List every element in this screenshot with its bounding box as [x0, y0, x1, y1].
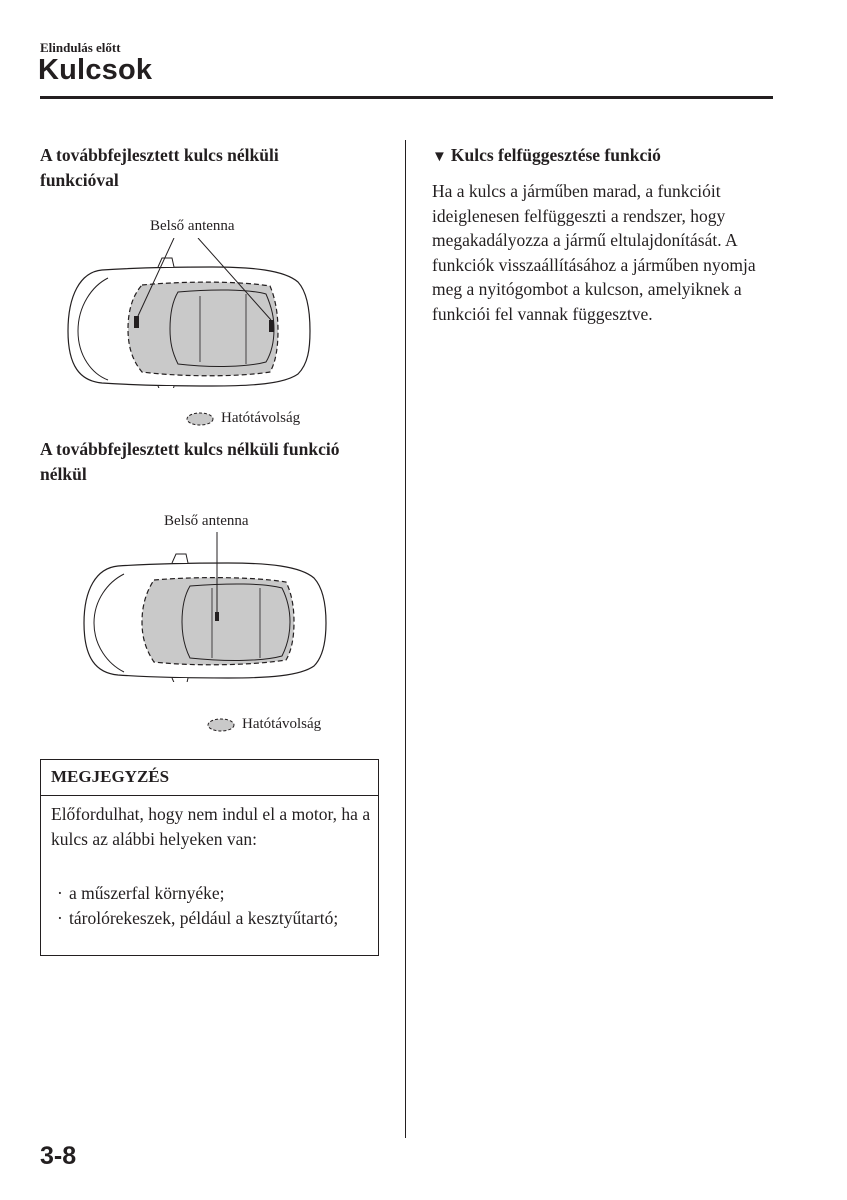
bullet: ·: [57, 908, 63, 928]
list-item: [57, 906, 367, 931]
car-diagram-without-keyless: [78, 532, 328, 682]
car-diagram-with-keyless: [62, 238, 312, 388]
list-item-text: a műszerfal környéke;: [69, 883, 225, 903]
triangle-marker-icon: ▼: [432, 149, 447, 165]
note-title: MEGJEGYZÉS: [41, 760, 378, 796]
range-legend-swatch-icon: [206, 717, 236, 733]
note-box: [40, 759, 379, 956]
page-title: Kulcsok: [38, 54, 153, 86]
range-legend-swatch-icon: [185, 411, 215, 427]
title-rule: [40, 96, 773, 99]
list-item-text: tárolórekeszek, például a kesztyűtartó;: [69, 908, 339, 928]
bullet: ·: [57, 883, 63, 903]
column-divider: [405, 140, 406, 1138]
range-legend-label: Hatótávolság: [242, 716, 322, 732]
heading-key-suspend: [432, 143, 661, 170]
range-legend-2: [206, 716, 321, 733]
list-item: [57, 881, 367, 906]
key-suspend-paragraph: Ha a kulcs a járműben marad, a funkcióit ideiglenesen felfüggeszti a rendszer, hogy megakadályozza a jármű eltulajdonítását. A funkciók visszaállításához a járműben nyomja meg a nyitógombot a kulcson, amelyiknek a funkciói fel vannak függesztve.: [432, 181, 756, 324]
range-legend-1: [185, 410, 300, 427]
antenna-label-1: Belső antenna: [150, 218, 235, 234]
note-text: Előfordulhat, hogy nem indul el a motor, ha a kulcs az alábbi helyeken van:: [51, 804, 371, 849]
note-list: [57, 881, 367, 931]
section-label: Elindulás előtt: [40, 40, 121, 55]
heading-with-keyless: A továbbfejlesztett kulcs nélküli funkcióval: [40, 145, 279, 190]
page-number: 3-8: [40, 1142, 77, 1170]
heading-key-suspend-text: Kulcs felfüggesztése funkció: [450, 145, 661, 165]
range-legend-label: Hatótávolság: [221, 410, 301, 426]
heading-without-keyless: A továbbfejlesztett kulcs nélküli funkció nélkül: [40, 439, 340, 484]
antenna-label-2: Belső antenna: [164, 513, 249, 529]
